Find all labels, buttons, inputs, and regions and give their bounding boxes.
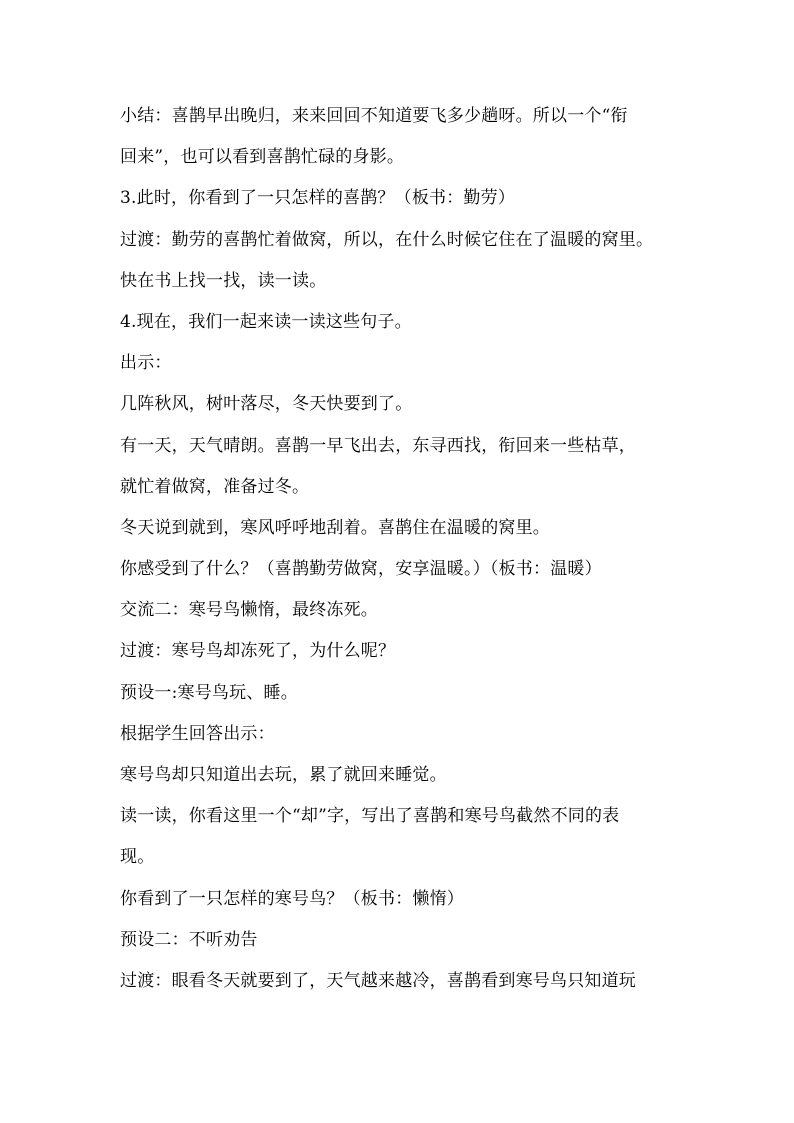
quote-line-4: 冬天说到就到，寒风呼呼地刮着。喜鹊住在温暖的窝里。 — [120, 517, 550, 538]
preset-two: 预设二：不听劝告 — [120, 929, 258, 950]
quote-bird: 寒号鸟却只知道出去玩，累了就回来睡觉。 — [120, 765, 447, 785]
transition-line-2: 快在书上找一找，读一读。 — [120, 270, 327, 291]
show-by-answer: 根据学生回答出示： — [120, 723, 275, 744]
step-4: 4.现在，我们一起来读一读这些句子。 — [120, 311, 412, 332]
quote-line-3: 就忙着做窝，准备过冬。 — [120, 476, 310, 497]
quote-line-1: 几阵秋风，树叶落尽，冬天快要到了。 — [120, 394, 413, 415]
document-body — [120, 96, 690, 1002]
feeling-question: 你感受到了什么？（喜鹊勤劳做窝，安享温暖。）（板书：温暖） — [120, 559, 602, 580]
preset-one: 预设一:寒号鸟玩、睡。 — [120, 682, 298, 703]
read-line-1: 读一读，你看这里一个“却”字，写出了喜鹊和寒号鸟截然不同的表 — [120, 806, 620, 827]
transition-line-1: 过渡：勤劳的喜鹊忙着做窝，所以，在什么时候它住在了温暖的窝里。 — [120, 229, 654, 250]
summary-line-2: 回来”，也可以看到喜鹊忙碌的身影。 — [120, 147, 405, 168]
read-line-2: 现。 — [120, 847, 155, 868]
show-label: 出示： — [120, 353, 172, 374]
exchange-two: 交流二：寒号鸟懒惰，最终冻死。 — [120, 600, 378, 621]
transition-why: 过渡：寒号鸟却冻死了，为什么呢？ — [120, 641, 396, 662]
transition-cold: 过渡：眼看冬天就要到了，天气越来越冷，喜鹊看到寒号鸟只知道玩 — [120, 970, 636, 991]
question-3: 3.此时，你看到了一只怎样的喜鹊？（板书：勤劳） — [120, 188, 516, 209]
quote-line-2: 有一天，天气晴朗。喜鹊一早飞出去，东寻西找，衔回来一些枯草， — [120, 435, 636, 456]
bird-question: 你看到了一只怎样的寒号鸟？（板书：懒惰） — [120, 888, 464, 909]
summary-line-1: 小结：喜鹊早出晚归，来来回回不知道要飞多少趟呀。所以一个“衔 — [120, 106, 628, 126]
